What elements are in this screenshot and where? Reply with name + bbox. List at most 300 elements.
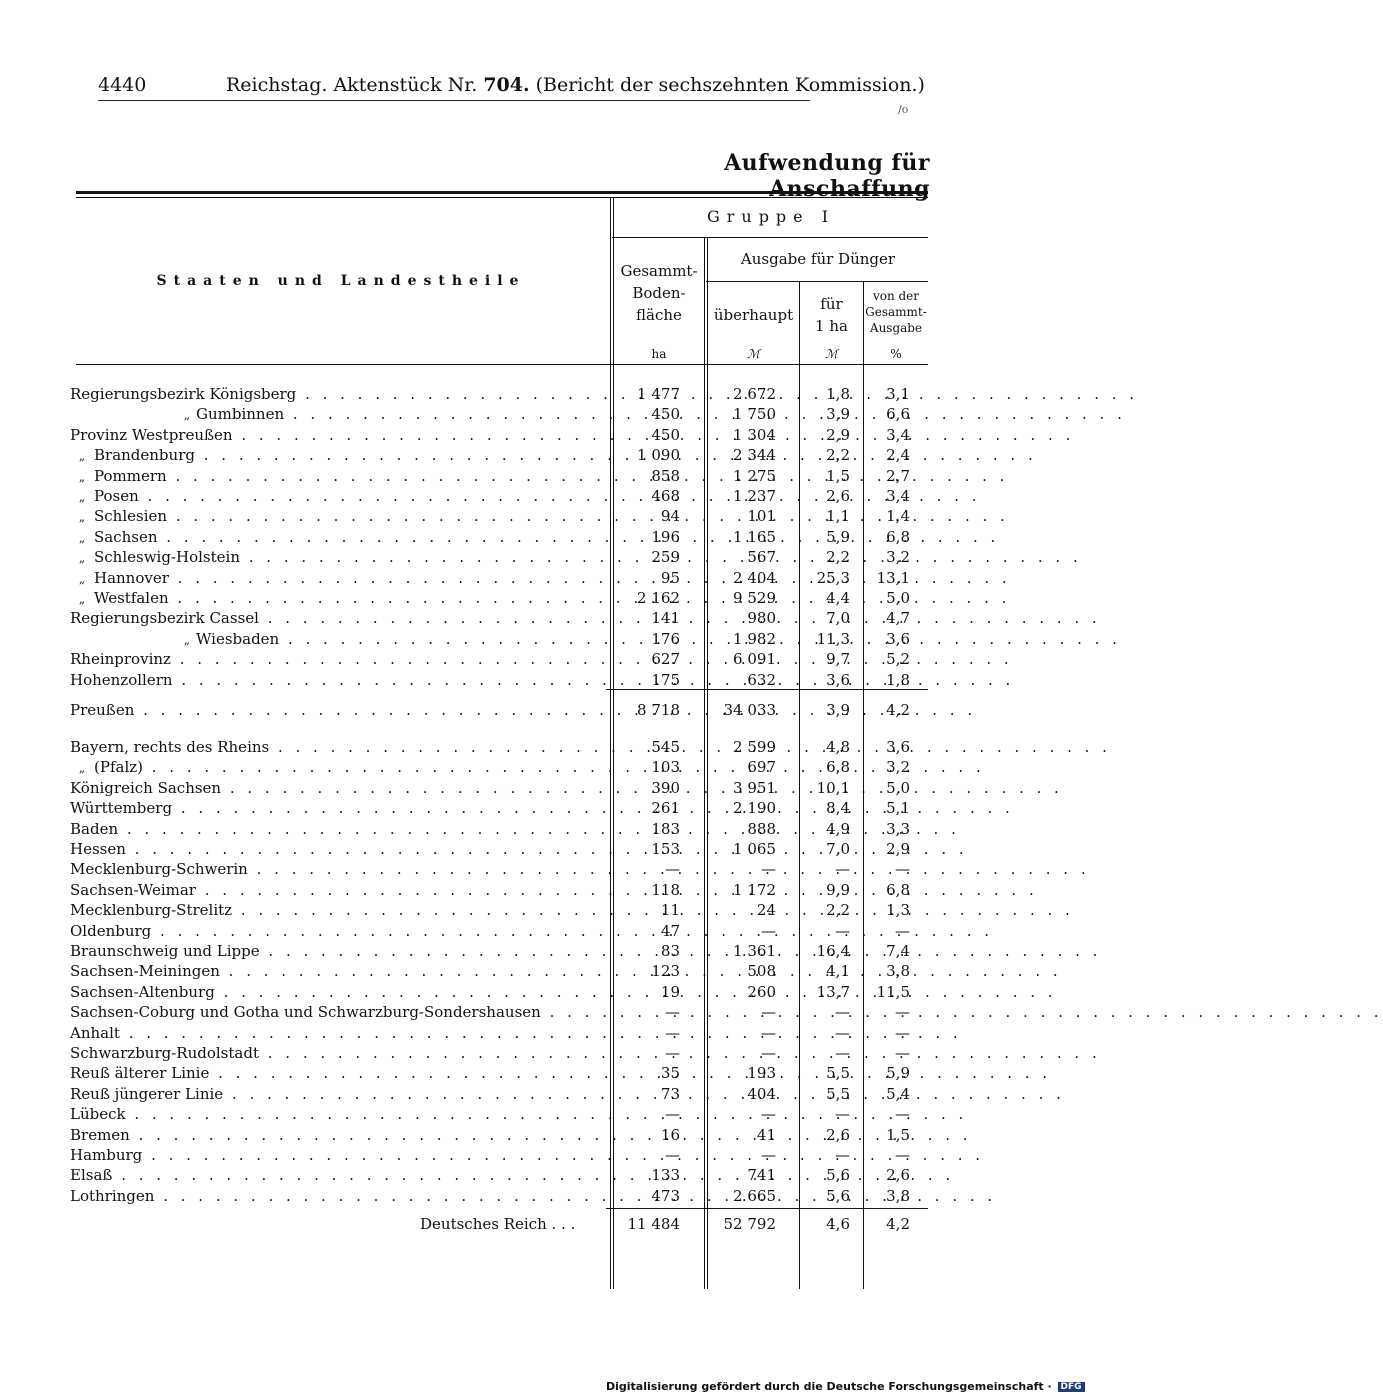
dfg-logo: DFG [1058,1382,1085,1392]
cell-share: 5,4 [886,1084,910,1103]
cell-share: 6,8 [886,527,910,546]
cell-area: 473 [651,1186,680,1205]
cell-share: 3,6 [886,738,910,756]
cell-share: 2,9 [886,840,910,858]
table-row [0,506,1000,526]
table-row [0,737,1000,757]
row-label: Gumbinnen [196,405,285,424]
cell-per-ha: 4,9 [826,819,850,838]
cell-per-ha: 9,7 [826,650,850,669]
cell-area: 259 [651,548,680,567]
row-name [70,778,598,798]
row-label: Sachsen [94,527,158,546]
cell-total: 2 599 [733,738,776,756]
cell-share: 4,7 [886,609,910,628]
cell-per-ha: 3,9 [826,701,850,719]
row-label: Hannover [94,568,169,587]
row-name [70,1002,598,1022]
cell-area: — [665,860,680,879]
cell-share: — [895,1003,910,1022]
table-row [0,859,1000,879]
cell-share: 5,9 [886,1064,910,1083]
cell-per-ha: — [835,1146,850,1164]
cell-share: 11,5 [876,982,910,1001]
row-label: Westfalen [94,589,169,607]
table-row [0,404,1000,424]
cell-per-ha: 2,2 [826,446,850,465]
cell-total: 2 190 [733,799,776,818]
spanner-header: Ausgabe für Dünger [740,250,896,268]
row-label: Brandenburg [94,446,195,465]
cell-share: — [895,1023,910,1042]
row-name [70,1165,598,1185]
cell-per-ha: — [835,921,850,940]
cell-share: 7,4 [886,942,910,960]
cell-total: 888 [747,819,776,838]
row-name [70,1023,598,1043]
cell-area: 176 [651,629,680,648]
cell-share: 13,1 [876,568,910,587]
cell-per-ha: 9,9 [826,880,850,899]
table-row [0,1084,1000,1104]
cell-share: 3,3 [886,819,910,838]
row-label: Wiesbaden [196,629,280,648]
cell-share: 4,2 [886,1215,910,1233]
table-row [0,425,1000,445]
cell-per-ha: 6,8 [826,758,850,777]
cell-share: 3,1 [886,385,910,403]
cell-share: — [895,1044,910,1062]
row-name [70,568,598,589]
table-row [0,839,1000,859]
cell-total: 1 172 [733,880,776,899]
ditto-mark: „ [78,469,86,484]
table-row [0,1165,1000,1185]
table-row [0,757,1000,777]
digitization-footer: Digitalisierung gefördert durch die Deutsche Forschungsgemeinschaft · DFG [606,1380,996,1396]
cell-per-ha: — [835,1023,850,1042]
row-name [70,547,598,568]
cell-area: 183 [651,819,680,838]
row-name [70,670,598,690]
cell-area: 123 [651,962,680,981]
table-row [0,982,1000,1002]
row-label: Regierungsbezirk Cassel [70,609,259,628]
cell-share: — [895,1105,910,1124]
col-header-total: überhaupt [713,306,794,324]
table-row [0,629,1000,649]
cell-area: 196 [651,527,680,546]
row-label: Sachsen-Altenburg [70,982,215,1001]
cell-area: — [665,1105,680,1124]
table-row [0,608,1000,628]
cell-area: 450 [651,425,680,444]
cell-total: 632 [747,670,776,689]
table-row [0,588,1000,608]
cell-per-ha: 5,5 [826,1064,850,1083]
cell-per-ha: 10,1 [816,778,850,797]
cell-share: 1,5 [886,1125,910,1144]
section-title: Aufwendung für Anschaffung [724,150,930,202]
row-name [70,445,598,466]
table-row [0,1023,1000,1043]
row-name [70,1043,598,1063]
row-name [70,425,598,445]
ditto-mark: „ [78,449,86,464]
row-label: Mecklenburg-Strelitz [70,901,233,920]
cell-area: 118 [651,880,680,899]
row-name [70,819,598,839]
cell-per-ha: 2,6 [826,487,850,505]
row-name [70,384,598,404]
row-name [70,737,598,757]
row-name [70,608,598,628]
cell-per-ha: 2,2 [826,901,850,920]
cell-total: 41 [756,1125,776,1144]
cell-area: 141 [651,609,680,628]
cell-area: 19 [660,982,680,1001]
total-rule [606,1208,928,1209]
cell-total: 2 404 [733,568,776,587]
cell-per-ha: 16,4 [816,942,850,960]
cell-area: — [665,1003,680,1022]
cell-area: 390 [651,778,680,797]
cell-share: 3,8 [886,1186,910,1205]
cell-per-ha: 1,8 [826,385,850,403]
cell-share: 3,6 [886,629,910,648]
row-label: Elsaß [70,1166,113,1185]
col-unit-share: % [890,347,902,361]
cell-share: 3,2 [886,548,910,567]
cell-total: 6 091 [733,650,776,669]
cell-share: 3,2 [886,758,910,777]
row-name [70,859,598,879]
cell-share: 3,4 [886,487,910,505]
cell-total: 1 361 [733,942,776,960]
cell-total: 1 237 [733,487,776,505]
cell-total: — [761,1003,776,1022]
running-title-prefix: Reichstag. Aktenstück Nr. [226,74,484,96]
cell-total: 1 275 [733,466,776,485]
row-label: Reuß älterer Linie [70,1064,210,1083]
cell-per-ha: 13,7 [816,982,850,1001]
stub-header: Staaten und Landestheile [156,273,526,289]
row-label: Pommern [94,466,167,485]
group-header: Gruppe I [706,207,836,226]
cell-share: 2,7 [886,466,910,485]
row-label: Anhalt [70,1023,120,1042]
cell-area: — [665,1023,680,1042]
cell-share: 3,8 [886,962,910,981]
row-label: Oldenburg [70,921,152,940]
row-label: Mecklenburg-Schwerin [70,860,248,879]
table-row [0,1002,1000,1022]
cell-area: 1 477 [637,385,680,403]
cell-per-ha: 3,9 [826,405,850,424]
row-name [70,629,598,650]
col-unit-area: ha [651,347,667,361]
cell-total: 697 [747,758,776,777]
row-label: Sachsen-Meiningen [70,962,220,981]
ditto-mark: „ [78,530,86,545]
cell-total: 1 982 [733,629,776,648]
row-label: Schleswig-Holstein [94,548,240,567]
row-name [70,1186,598,1206]
row-name [70,982,598,1002]
table-row [0,1043,1000,1063]
row-label: Bremen [70,1125,130,1144]
row-label: Rheinprovinz [70,650,171,669]
cell-per-ha: 25,3 [816,568,850,587]
cell-per-ha: 7,0 [826,840,850,858]
row-label: Provinz Westpreußen [70,425,233,444]
row-name [70,900,598,920]
ditto-mark: „ [78,551,86,566]
table-row [0,527,1000,547]
table-row [0,1145,1000,1165]
cell-area: 103 [651,758,680,777]
cell-share: 5,2 [886,650,910,669]
cell-share: — [895,860,910,879]
document-number: 704. [483,74,530,96]
row-label: Schwarzburg-Rudolstadt [70,1044,259,1062]
cell-area: 16 [660,1125,680,1144]
cell-area: 47 [660,921,680,940]
cell-area: 11 484 [627,1215,680,1233]
cell-share: 5,0 [886,589,910,607]
row-name [70,839,598,859]
row-label: Baden [70,819,119,838]
group-rule [612,237,928,238]
cell-share: 5,0 [886,778,910,797]
row-label: Lothringen [70,1186,155,1205]
cell-total: 101 [747,507,776,526]
cell-total: 260 [747,982,776,1001]
cell-per-ha: 1,1 [826,507,850,526]
subtotal-row-preussen [0,700,1000,720]
cell-share: 6,6 [886,405,910,424]
cell-total: — [761,860,776,879]
row-label: Hohenzollern [70,670,173,689]
cell-total: 52 792 [723,1215,776,1233]
cell-per-ha: 5,6 [826,1166,850,1185]
cell-area: 11 [660,901,680,920]
row-name [70,961,598,981]
row-name [70,757,598,778]
page-number: 4440 [98,74,147,96]
cell-per-ha: 11,3 [816,629,850,648]
row-label: Sachsen-Coburg und Gotha und Schwarzburg-Sondershausen [70,1003,541,1022]
cell-total: 9 529 [733,589,776,607]
row-name [70,588,598,609]
table-row [0,1186,1000,1206]
table-row [0,1104,1000,1124]
row-label: Lübeck [70,1105,126,1124]
row-name [70,466,598,487]
cell-total: 2 665 [733,1186,776,1205]
table-row [0,466,1000,486]
ditto-mark: „ [78,510,86,525]
row-label: Württemberg [70,799,173,818]
cell-area: 2 162 [637,589,680,607]
col-header-share: von der Gesammt- Ausgabe [865,289,927,335]
cell-share: 2,6 [886,1166,910,1185]
cell-per-ha: 3,6 [826,670,850,689]
cell-share: 1,8 [886,670,910,689]
ditto-mark: „ [183,632,190,647]
cell-area: 95 [660,568,680,587]
ditto-mark: „ [78,592,86,606]
cell-per-ha: 2,9 [826,425,850,444]
table-row [0,961,1000,981]
cell-total: — [761,1105,776,1124]
cell-total: 1 304 [733,425,776,444]
cell-total: 24 [756,901,776,920]
cell-share: — [895,1146,910,1164]
cell-total: — [761,1146,776,1164]
cell-total: — [761,921,776,940]
cell-share: 2,4 [886,446,910,465]
cell-total: 1 750 [733,405,776,424]
col-header-area: Gesammt- Boden- fläche [620,262,698,324]
cell-per-ha: 4,8 [826,738,850,756]
footer-text: Digitalisierung gefördert durch die Deutsche Forschungsgemeinschaft [606,1380,1044,1393]
cell-area: 94 [660,507,680,526]
row-label: Reuß jüngerer Linie [70,1084,224,1103]
cell-share: 6,8 [886,880,910,899]
cell-area: 35 [660,1064,680,1083]
spanner-rule [706,281,928,282]
cell-area: 450 [651,405,680,424]
row-name [70,404,598,425]
ditto-mark: „ [78,571,86,586]
row-label: Bayern, rechts des Rheins [70,738,270,756]
cell-total: 34 033 [723,701,776,719]
cell-per-ha: 8,4 [826,799,850,818]
cell-total: 404 [747,1084,776,1103]
ditto-mark: „ [183,408,190,423]
header-bottom-rule [76,364,928,365]
cell-per-ha: — [835,1105,850,1124]
cell-share: — [895,921,910,940]
corner-mark: /o [898,103,909,116]
cell-area: 133 [651,1166,680,1185]
table-row [0,778,1000,798]
running-title-suffix: (Bericht der sechszehnten Kommission.) [529,74,925,96]
table-row [0,880,1000,900]
total-row-deutsches-reich [0,1212,1000,1236]
cell-total: 1 065 [733,840,776,858]
ditto-mark: „ [78,761,86,776]
cell-per-ha: 5,6 [826,1186,850,1205]
cell-total: 567 [747,548,776,567]
cell-per-ha: 5,9 [826,527,850,546]
table-row [0,1125,1000,1145]
row-name [70,527,598,548]
table-top-rule [76,191,928,194]
table-row [0,445,1000,465]
row-name: Deutsches Reich . . . [420,1215,576,1233]
row-name [70,486,598,507]
table-row [0,568,1000,588]
running-head [98,74,925,102]
row-label: (Pfalz) [94,758,143,777]
cell-per-ha: 2,2 [826,548,850,567]
cell-per-ha: — [835,1003,850,1022]
table-row [0,819,1000,839]
table-row [0,649,1000,669]
cell-total: 508 [747,962,776,981]
row-name [70,921,598,941]
cell-per-ha: 1,5 [826,466,850,485]
cell-total: 2 344 [733,446,776,465]
cell-total: 980 [747,609,776,628]
table-row [0,921,1000,941]
cell-area: 8 718 [637,701,680,719]
cell-total: 193 [747,1064,776,1083]
cell-area: 858 [651,466,680,485]
table-row [0,798,1000,818]
cell-area: — [665,1044,680,1062]
cell-per-ha: 4,1 [826,962,850,981]
cell-per-ha: — [835,860,850,879]
cell-per-ha: 4,4 [826,589,850,607]
cell-per-ha: 7,0 [826,609,850,628]
cell-per-ha: 5,5 [826,1084,850,1103]
row-name [70,798,598,818]
cell-per-ha: 4,6 [826,1215,850,1233]
cell-area: 468 [651,487,680,505]
running-title [226,74,925,96]
header-rule [98,100,810,101]
cell-per-ha: 2,6 [826,1125,850,1144]
cell-area: 73 [660,1084,680,1103]
cell-area: 627 [651,650,680,669]
row-name [70,1145,598,1165]
row-name [70,1063,598,1083]
cell-per-ha: — [835,1044,850,1062]
row-name [70,941,598,961]
cell-total: 1 165 [733,527,776,546]
row-name [70,1084,598,1104]
row-name [70,1104,598,1124]
row-label: Schlesien [94,507,168,526]
row-label: Sachsen-Weimar [70,880,196,899]
row-name [70,506,598,527]
row-label: Hamburg [70,1146,143,1164]
row-label: Braunschweig und Lippe [70,942,260,960]
col-unit-total: ℳ [747,347,760,361]
cell-share: 5,1 [886,799,910,818]
cell-total: — [761,1023,776,1042]
cell-total: 741 [747,1166,776,1185]
table-row [0,547,1000,567]
row-name [70,880,598,900]
row-label: Regierungsbezirk Königsberg [70,385,297,403]
cell-area: 83 [660,942,680,960]
row-label: Posen [94,487,139,505]
cell-total: 2 672 [733,385,776,403]
table-top-rule-thin [76,197,928,198]
col-unit-per-ha: ℳ [825,347,838,361]
row-name: Preußen . . . [70,700,598,720]
cell-area: 545 [651,738,680,756]
table-row [0,486,1000,506]
table-row [0,900,1000,920]
table-row [0,384,1000,404]
row-name [70,1125,598,1145]
cell-area: 261 [651,799,680,818]
